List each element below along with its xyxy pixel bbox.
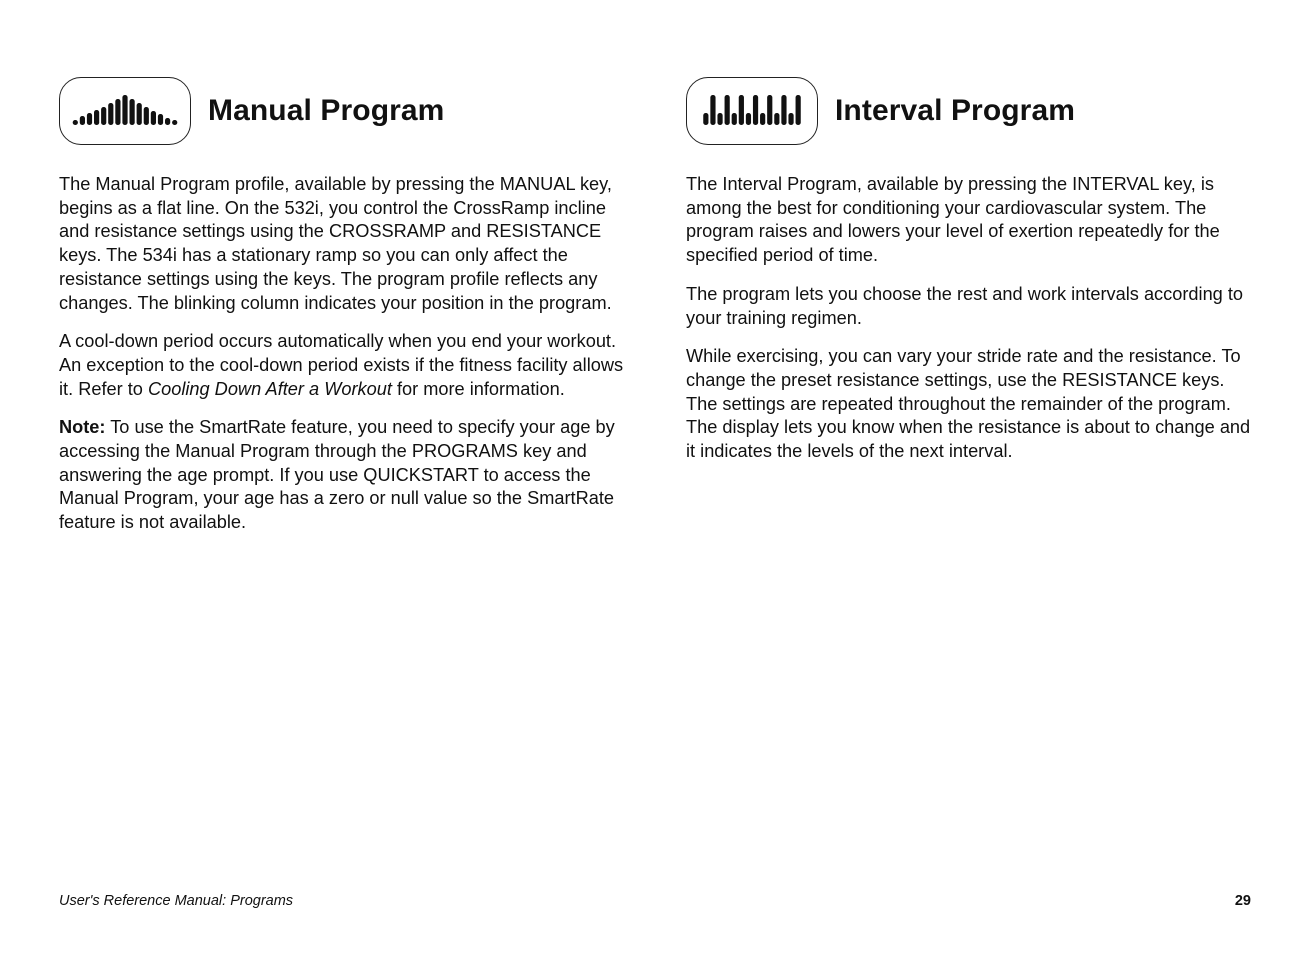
interval-program-title: Interval Program: [835, 94, 1076, 127]
manual-paragraph-1: The Manual Program profile, available by pressing the MANUAL key, begins as a flat line. On the 532i, you control the CrossRamp incline and resistance settings using the CROSSRAMP and RESISTANCE keys. The 534i has a stationary ramp so you can only affect the resistance settings using the keys. The program profile reflects any changes. The blinking column indicates your position in the program.: [59, 174, 612, 313]
interval-icon-bar: [760, 113, 765, 125]
interval-profile-icon: [686, 77, 818, 145]
manual-icon-bar: [122, 95, 127, 125]
interval-paragraph-1: The Interval Program, available by pressing the INTERVAL key, is among the best for conditioning your cardiovascular system. The program raises and lowers your level of exertion repeatedly for the specified period of time.: [686, 174, 1220, 266]
interval-icon-bar: [725, 95, 730, 125]
interval-icon-bar: [710, 95, 715, 125]
manual-program-section: [59, 75, 629, 550]
manual-icon-bar: [130, 99, 135, 125]
note-text: To use the SmartRate feature, you need to specify your age by accessing the Manual Program through the PROGRAMS key and answering the age prompt. If you use QUICKSTART to access the Manual Program, your age has a zero or null value so the SmartRate feature is not available.: [59, 417, 615, 533]
interval-paragraph-2: The program lets you choose the rest and work intervals according to your training regimen.: [686, 283, 1244, 328]
interval-program-heading-row: [686, 75, 1256, 147]
interval-icon-bar: [717, 113, 722, 125]
interval-icon-bar: [788, 113, 793, 125]
interval-icon-bar: [781, 95, 786, 125]
manual-icon-bar: [137, 103, 142, 125]
interval-icon-bar: [703, 113, 708, 125]
interval-icon-bar: [753, 95, 758, 125]
footer-running-title: User's Reference Manual: Programs: [59, 893, 294, 909]
manual-icon-bar: [101, 107, 106, 125]
interval-icon-bar: [732, 113, 737, 125]
interval-icon-bar: [796, 95, 801, 125]
interval-icon-bar: [774, 113, 779, 125]
manual-profile-bars: [69, 91, 181, 131]
note-label: Note:: [59, 417, 106, 438]
cooldown-text-after: for more information.: [391, 378, 565, 399]
manual-icon-bar: [144, 107, 149, 125]
interval-program-section: [686, 75, 1256, 479]
manual-icon-bar: [94, 110, 99, 125]
manual-icon-bar: [172, 120, 177, 125]
manual-icon-bar: [87, 113, 92, 125]
manual-icon-bar: [158, 114, 163, 125]
interval-icon-bar: [739, 95, 744, 125]
page-number: 29: [1234, 893, 1251, 909]
manual-icon-bar: [115, 99, 120, 125]
manual-cooldown-paragraph: [59, 330, 629, 401]
interval-icon-bar: [767, 95, 772, 125]
interval-icon-bar: [746, 113, 751, 125]
manual-icon-bar: [73, 120, 78, 125]
interval-profile-bars: [696, 91, 808, 131]
manual-profile-icon: [59, 77, 191, 145]
manual-icon-bar: [151, 111, 156, 125]
manual-icon-bar: [108, 103, 113, 125]
interval-paragraph-3: While exercising, you can vary your stride rate and the resistance. To change the preset resistance settings, use the RESISTANCE keys. The settings are repeated throughout the remainder of the program. The display lets you know when the resistance is about to change and it indicates the levels of the next interval.: [686, 346, 1251, 462]
cooldown-reference-link-text: Cooling Down After a Workout: [147, 378, 392, 399]
manual-icon-bar: [165, 118, 170, 125]
manual-program-heading-row: [59, 75, 629, 147]
manual-note-paragraph: [59, 416, 629, 535]
cooldown-text-before: A cool-down period occurs automatically when you end your workout. An exception to the cool-down period exists if the fitness facility allows it. Refer to: [59, 331, 624, 399]
manual-program-title: Manual Program: [208, 94, 445, 127]
manual-icon-bar: [80, 116, 85, 125]
